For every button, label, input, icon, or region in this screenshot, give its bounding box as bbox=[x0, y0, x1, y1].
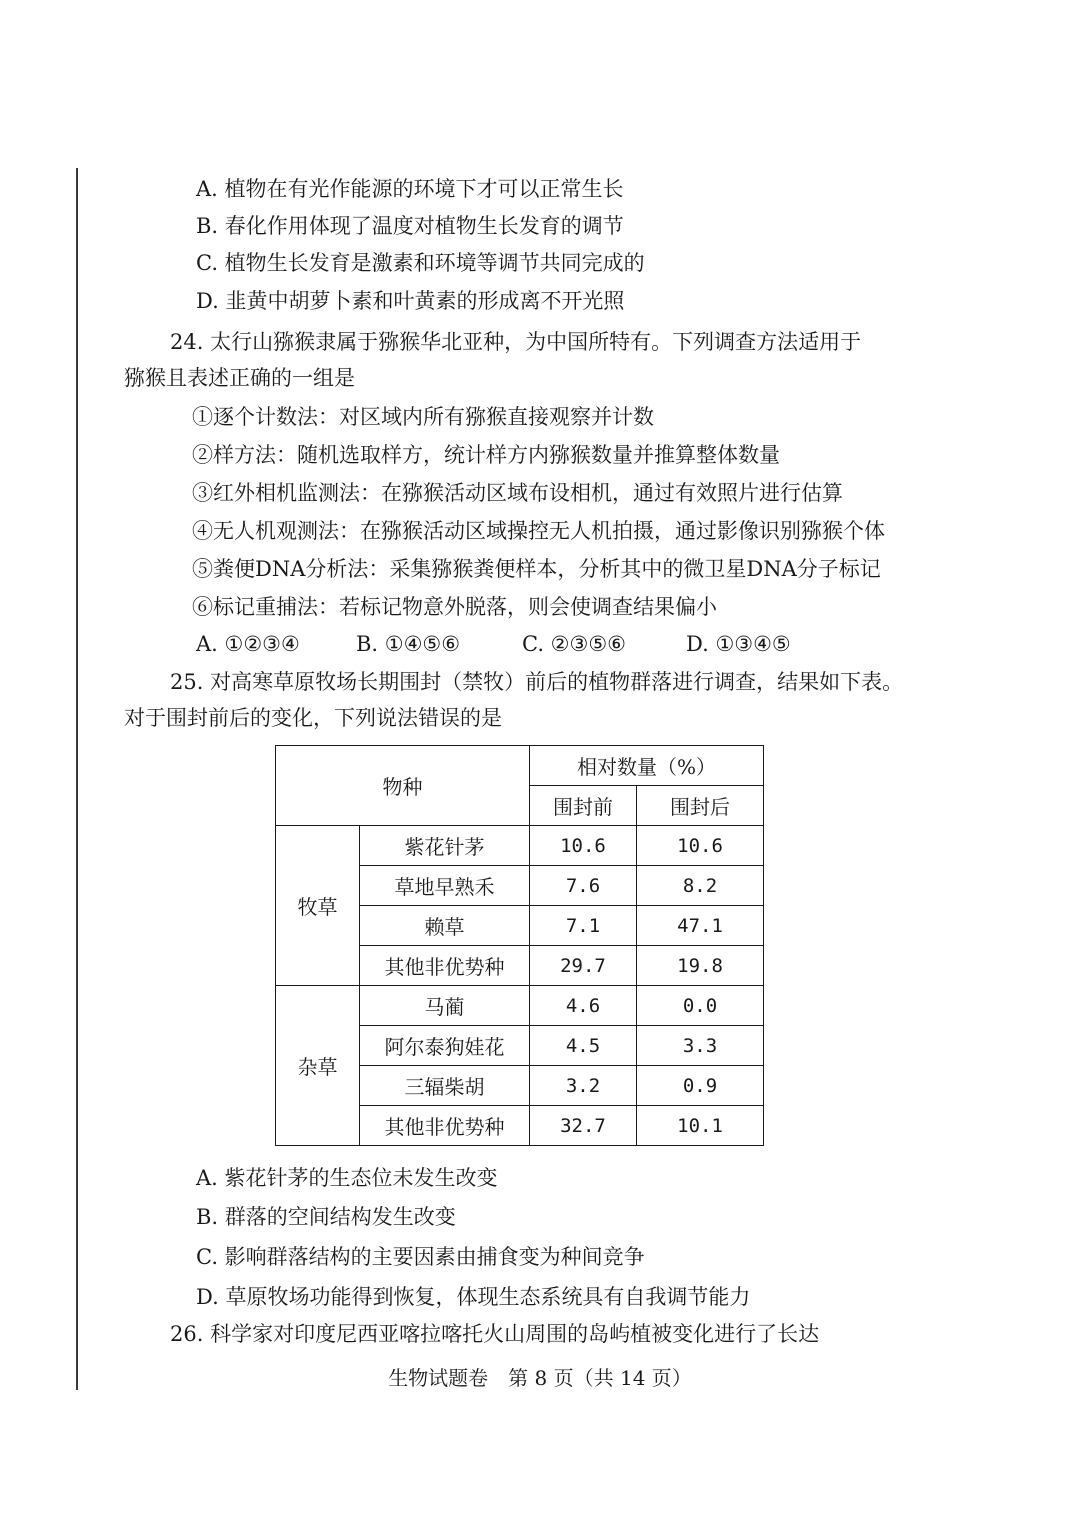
table-row bbox=[276, 986, 764, 1026]
q24-item-4: ④无人机观测法：在猕猴活动区域操控无人机拍摄，通过影像识别猕猴个体 bbox=[192, 519, 885, 543]
page-footer: 生物试题卷 第 8 页（共 14 页） bbox=[388, 1366, 692, 1390]
before-value: 29.7 bbox=[530, 946, 637, 986]
group-label-weeds: 杂草 bbox=[276, 986, 360, 1146]
after-value: 0.9 bbox=[637, 1066, 764, 1106]
group-label-forage: 牧草 bbox=[276, 826, 360, 986]
q24-item-3: ③红外相机监测法：在猕猴活动区域布设相机，通过有效照片进行估算 bbox=[192, 481, 843, 505]
q23-option-d: D. 韭黄中胡萝卜素和叶黄素的形成离不开光照 bbox=[196, 289, 625, 313]
after-value: 0.0 bbox=[637, 986, 764, 1026]
q26-stem-line1: 26. 科学家对印度尼西亚喀拉喀托火山周围的岛屿植被变化进行了长达 bbox=[170, 1322, 820, 1346]
before-value: 4.5 bbox=[530, 1026, 637, 1066]
before-value: 3.2 bbox=[530, 1066, 637, 1106]
q25-stem-line1: 25. 对高寒草原牧场长期围封（禁牧）前后的植物群落进行调查，结果如下表。 bbox=[170, 670, 904, 694]
species-cell: 草地早熟禾 bbox=[360, 866, 530, 906]
community-survey-table bbox=[275, 745, 764, 1146]
q24-stem-line1: 24. 太行山猕猴隶属于猕猴华北亚种，为中国所特有。下列调查方法适用于 bbox=[170, 330, 862, 354]
after-value: 19.8 bbox=[637, 946, 764, 986]
binding-margin-line bbox=[76, 168, 78, 1390]
before-value: 10.6 bbox=[530, 826, 637, 866]
before-value: 7.1 bbox=[530, 906, 637, 946]
before-value: 7.6 bbox=[530, 866, 637, 906]
after-value: 10.1 bbox=[637, 1106, 764, 1146]
species-cell: 三辐柴胡 bbox=[360, 1066, 530, 1106]
species-cell: 赖草 bbox=[360, 906, 530, 946]
q23-option-b: B. 春化作用体现了温度对植物生长发育的调节 bbox=[196, 214, 624, 238]
q24-option-a: A. ①②③④ bbox=[196, 632, 300, 656]
q25-option-b: B. 群落的空间结构发生改变 bbox=[196, 1205, 456, 1229]
header-before: 围封前 bbox=[530, 786, 637, 826]
q25-option-d: D. 草原牧场功能得到恢复，体现生态系统具有自我调节能力 bbox=[196, 1285, 751, 1309]
species-cell: 紫花针茅 bbox=[360, 826, 530, 866]
table-row bbox=[276, 826, 764, 866]
after-value: 10.6 bbox=[637, 826, 764, 866]
q23-option-a: A. 植物在有光作能源的环境下才可以正常生长 bbox=[196, 177, 624, 201]
after-value: 8.2 bbox=[637, 866, 764, 906]
species-cell: 其他非优势种 bbox=[360, 946, 530, 986]
q25-option-a: A. 紫花针茅的生态位未发生改变 bbox=[196, 1166, 498, 1190]
q25-stem-line2: 对于围封前后的变化，下列说法错误的是 bbox=[124, 706, 502, 730]
after-value: 3.3 bbox=[637, 1026, 764, 1066]
q24-stem-line2: 猕猴且表述正确的一组是 bbox=[124, 366, 355, 390]
before-value: 4.6 bbox=[530, 986, 637, 1026]
header-after: 围封后 bbox=[637, 786, 764, 826]
q24-item-6: ⑥标记重捕法：若标记物意外脱落，则会使调查结果偏小 bbox=[192, 595, 717, 619]
header-relative-count: 相对数量（%） bbox=[530, 746, 764, 786]
before-value: 32.7 bbox=[530, 1106, 637, 1146]
q25-option-c: C. 影响群落结构的主要因素由捕食变为种间竞争 bbox=[196, 1245, 645, 1269]
species-cell: 马蔺 bbox=[360, 986, 530, 1026]
q24-option-c: C. ②③⑤⑥ bbox=[522, 632, 626, 656]
q24-option-d: D. ①③④⑤ bbox=[686, 632, 791, 656]
header-species: 物种 bbox=[276, 746, 530, 826]
species-cell: 阿尔泰狗娃花 bbox=[360, 1026, 530, 1066]
species-cell: 其他非优势种 bbox=[360, 1106, 530, 1146]
q24-option-b: B. ①④⑤⑥ bbox=[356, 632, 461, 656]
q24-item-2: ②样方法：随机选取样方，统计样方内猕猴数量并推算整体数量 bbox=[192, 443, 780, 467]
q24-item-1: ①逐个计数法：对区域内所有猕猴直接观察并计数 bbox=[192, 405, 654, 429]
after-value: 47.1 bbox=[637, 906, 764, 946]
q23-option-c: C. 植物生长发育是激素和环境等调节共同完成的 bbox=[196, 251, 645, 275]
q24-item-5: ⑤粪便DNA分析法：采集猕猴粪便样本，分析其中的微卫星DNA分子标记 bbox=[192, 557, 881, 581]
